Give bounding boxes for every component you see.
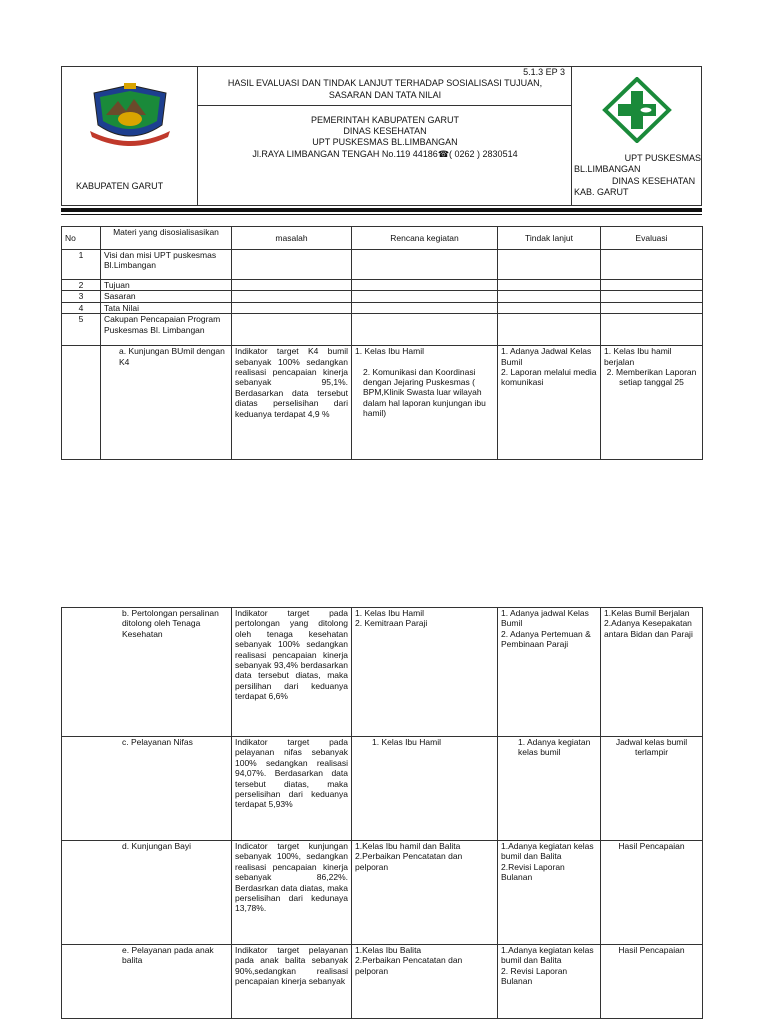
- tindak-item: 1. Adanya Jadwal Kelas Bumil: [501, 346, 592, 367]
- rencana-item: 2. Komunikasi dan Koordinasi dengan Jejaring Puskesmas ( BPM,Klinik Swasta luar wilayah dalam hal laporan kunjungan ibu hamil): [363, 366, 486, 419]
- row-materi: Cakupan Pencapaian Program Puskesmas Bl. Limbangan: [101, 314, 232, 346]
- table-row: [62, 841, 703, 945]
- right-caption-line-3: DINAS KESEHATAN: [612, 176, 696, 186]
- header-evaluasi: Evaluasi: [601, 227, 703, 250]
- row-materi: d. Kunjungan Bayi: [62, 841, 232, 945]
- table-row: [62, 737, 703, 841]
- row-no: 1: [62, 250, 101, 280]
- row-masalah: Indikator target K4 bumil sebanyak 100% sedangkan realisasi pencapaian kinerja sebanyak 95,1%. Berdasarkan data tersebut diatas perselisihan dari keduanya terdapat 4,9 %: [232, 346, 352, 460]
- evaluation-table: [61, 226, 703, 460]
- document-header: [61, 66, 702, 206]
- row-masalah: Indicator target kunjungan sebanyak 100%, sedangkan realisasi pencapaian kinerja sebanyak 86,22%. Berdasrkan data diatas, maka perselisihan dari kedunaya 13,78%.: [232, 841, 352, 945]
- row-rencana: 1. Kelas Ibu Hamil: [352, 737, 498, 841]
- table-header-row: [62, 227, 703, 250]
- org-line-3: UPT PUSKESMAS BL.LIMBANGAN: [312, 137, 458, 147]
- header-tindak-lanjut: Tindak lanjut: [498, 227, 601, 250]
- header-middle-cell: [198, 67, 572, 205]
- row-rencana: [352, 346, 498, 460]
- eval-item: 1. Kelas Ibu hamil berjalan: [604, 346, 672, 367]
- row-materi: Tata Nilai: [101, 302, 232, 313]
- row-evaluasi: [601, 346, 703, 460]
- title-line-2: SASARAN DAN TATA NILAI: [328, 90, 442, 100]
- header-no: No: [62, 227, 101, 250]
- row-materi: Visi dan misi UPT puskesmas Bl.Limbangan: [101, 250, 232, 280]
- row-rencana: 1.Kelas Ibu Balita 2.Perbaikan Pencatatan dan pelporan: [352, 945, 498, 1019]
- row-evaluasi: 1.Kelas Bumil Berjalan 2.Adanya Kesepakatan antara Bidan dan Paraji: [601, 608, 703, 737]
- table-row: [62, 608, 703, 737]
- row-masalah: Indikator target pada pelayanan nifas sebanyak 100% sedangkan realisasi 94,07%. Berdasarkan data tersebut diatas, maka perselisihan dari keduanya terdapat 5,93%: [232, 737, 352, 841]
- divider: [198, 105, 572, 106]
- garut-regency-logo-icon: [86, 81, 174, 151]
- right-caption-line-2: BL.LIMBANGAN: [574, 164, 641, 174]
- org-line-2: DINAS KESEHATAN: [343, 126, 427, 136]
- puskesmas-logo-icon: [602, 77, 672, 143]
- left-caption: KABUPATEN GARUT: [76, 181, 164, 191]
- row-tindak-lanjut: 1.Adanya kegiatan kelas bumil dan Balita 2. Revisi Laporan Bulanan: [498, 945, 601, 1019]
- row-rencana: 1. Kelas Ibu Hamil 2. Kemitraan Paraji: [352, 608, 498, 737]
- row-no: 2: [62, 280, 101, 291]
- right-caption-line-4: KAB. GARUT: [574, 187, 629, 197]
- row-materi: c. Pelayanan Nifas: [62, 737, 232, 841]
- table-row: [62, 314, 703, 346]
- row-tindak-lanjut: 1.Adanya kegiatan kelas bumil dan Balita 2.Revisi Laporan Bulanan: [498, 841, 601, 945]
- document-code: 5.1.3 EP 3: [523, 67, 565, 77]
- org-line-4: Jl.RAYA LIMBANGAN TENGAH No.119 44186☎( 0262 ) 2830514: [252, 149, 518, 159]
- table-row: [62, 291, 703, 302]
- header-thick-rule: [61, 208, 702, 212]
- row-evaluasi: Jadwal kelas bumil terlampir: [601, 737, 703, 841]
- row-tindak-lanjut: [498, 346, 601, 460]
- row-materi: e. Pelayanan pada anak balita: [62, 945, 232, 1019]
- right-caption-line-1: UPT PUSKESMAS: [624, 153, 701, 163]
- row-tindak-lanjut: 1. Adanya kegiatan kelas bumil: [498, 737, 601, 841]
- row-no: 4: [62, 302, 101, 313]
- org-line-1: PEMERINTAH KABUPATEN GARUT: [310, 115, 460, 125]
- table-row: [62, 250, 703, 280]
- evaluation-table-continued: [61, 607, 703, 1019]
- row-evaluasi: Hasil Pencapaian: [601, 945, 703, 1019]
- row-rencana: 1.Kelas Ibu hamil dan Balita 2.Perbaikan Pencatatan dan pelporan: [352, 841, 498, 945]
- header-left-cell: [62, 67, 198, 205]
- row-evaluasi: Hasil Pencapaian: [601, 841, 703, 945]
- header-right-cell: [572, 67, 701, 205]
- table-row: [62, 302, 703, 313]
- row-materi: b. Pertolongan persalinan ditolong oleh Tenaga Kesehatan: [62, 608, 232, 737]
- row-materi: a. Kunjungan BUmil dengan K4: [101, 346, 232, 460]
- header-materi: Materi yang disosialisasikan: [101, 227, 232, 250]
- title-line-1: HASIL EVALUASI DAN TINDAK LANJUT TERHADAP SOSIALISASI TUJUAN,: [227, 78, 543, 88]
- row-no: 5: [62, 314, 101, 346]
- rencana-item: 1. Kelas Ibu Hamil: [355, 346, 424, 357]
- header-rencana: Rencana kegiatan: [352, 227, 498, 250]
- eval-item: 2. Memberikan Laporan setiap tanggal 25: [606, 367, 697, 388]
- table-row: [62, 346, 703, 460]
- row-masalah: Indikator target pada pertolongan yang ditolong oleh tenaga kesehatan sebanyak 100% sedangkan realisasi pencapaian kinerja sebanyak 93,4% berdasarkan data tersebut diatas, maka persilihan dari keduanya terdapat 6,6%: [232, 608, 352, 737]
- tindak-item: 2. Laporan melalui media komunikasi: [501, 367, 597, 388]
- table-row: [62, 945, 703, 1019]
- row-tindak-lanjut: 1. Adanya jadwal Kelas Bumil 2. Adanya Pertemuan & Pembinaan Paraji: [498, 608, 601, 737]
- row-masalah: Indikator target pelayanan pada anak balita sebanyak 90%,sedangkan realisasi pencapaian kinerja sebanyak: [232, 945, 352, 1019]
- row-materi: Tujuan: [101, 280, 232, 291]
- header-masalah: masalah: [232, 227, 352, 250]
- row-no: 3: [62, 291, 101, 302]
- header-thin-rule: [61, 214, 702, 215]
- row-materi: Sasaran: [101, 291, 232, 302]
- table-row: [62, 280, 703, 291]
